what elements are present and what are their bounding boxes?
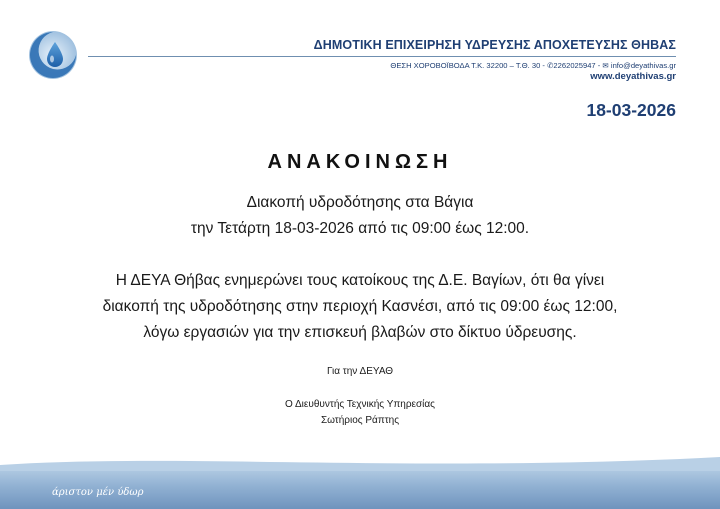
subtitle-line: την Τετάρτη 18-03-2026 από τις 09:00 έως 12:00. <box>190 220 530 237</box>
header-divider <box>88 56 676 57</box>
footer-band <box>0 465 720 509</box>
announcement-title: ΑΝΑΚΟΙΝΩΣΗ <box>267 151 453 173</box>
signature-name: Σωτήριος Ράπτης <box>320 415 400 426</box>
body-line: διακοπή της υδροδότησης στην περιοχή Κασνέσι, από τις 09:00 έως 12:00, <box>102 298 618 315</box>
contact-info: ΘΕΣΗ ΧΟΡΟΒΟΪΒΟΔΑ Τ.Κ. 32200 – Τ.Θ. 30 - ✆2262025947 - ✉ info@deyathivas.gr <box>390 61 676 70</box>
footer-slogan: άριστον μέν ύδωρ <box>52 487 144 498</box>
body-line: λόγω εργασιών για την επισκευή βλαβών στο δίκτυο ύδρευσης. <box>143 324 577 341</box>
announcement-subtitle <box>0 190 720 242</box>
signature-for-label: Για την ΔΕΥΑΘ <box>326 366 394 377</box>
footer-wave <box>0 451 720 471</box>
org-name: ΔΗΜΟΤΙΚΗ ΕΠΙΧΕΙΡΗΣΗ ΥΔΡΕΥΣΗΣ ΑΠΟΧΕΤΕΥΣΗΣ ΘΗΒΑΣ <box>313 38 676 52</box>
signature-role: Ο Διευθυντής Τεχνικής Υπηρεσίας <box>285 399 435 410</box>
announcement-body <box>0 268 720 346</box>
water-drop-icon <box>26 28 80 82</box>
document-date: 18-03-2026 <box>586 100 676 120</box>
body-line: Η ΔΕΥΑ Θήβας ενημερώνει τους κατοίκους της Δ.Ε. Βαγίων, ότι θα γίνει <box>115 272 605 289</box>
website-link[interactable]: www.deyathivas.gr <box>590 71 676 82</box>
subtitle-line: Διακοπή υδροδότησης στα Βάγια <box>246 194 474 211</box>
